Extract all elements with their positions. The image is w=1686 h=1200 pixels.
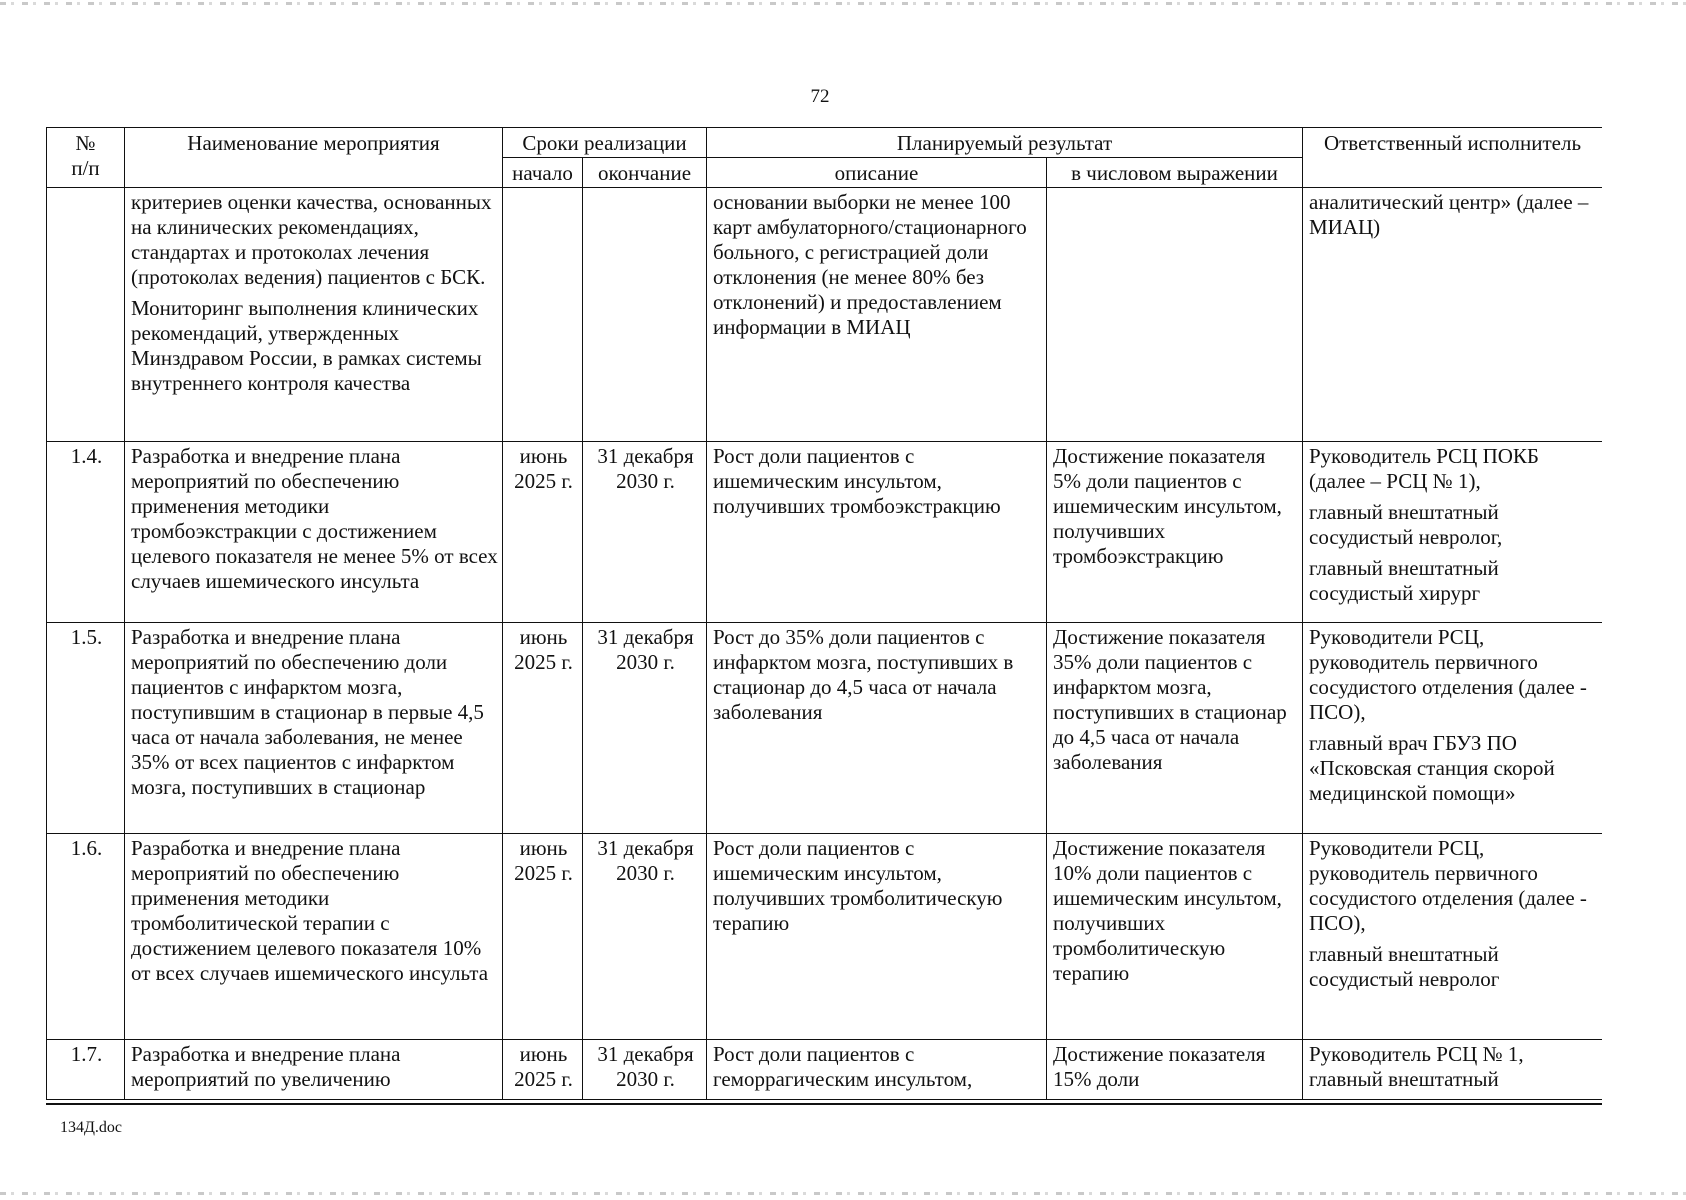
- cell-end: [583, 188, 707, 442]
- header-description: описание: [707, 158, 1047, 188]
- cell-responsible: [1303, 834, 1603, 1040]
- cell-start: [503, 188, 583, 442]
- cell-value: [1047, 188, 1303, 442]
- header-name: Наименование мероприятия: [125, 128, 503, 188]
- header-dates: Сроки реализации: [503, 128, 707, 158]
- table-row: [47, 834, 1603, 1040]
- cell-description: Рост до 35% доли пациентов с инфарктом мозга, поступивших в стационар до 4,5 часа от начала заболевания: [707, 623, 1047, 834]
- cell-responsible: [1303, 623, 1603, 834]
- cell-value: Достижение показателя 10% доли пациентов с ишемическим инсультом, получивших тромболитическую терапию: [1047, 834, 1303, 1040]
- cell-responsible-paragraph: главный внештатный сосудистый невролог,: [1309, 500, 1503, 549]
- cell-num: 1.4.: [47, 442, 125, 623]
- page-number: 72: [810, 86, 830, 107]
- cell-name: Разработка и внедрение плана мероприятий по обеспечению доли пациентов с инфарктом мозга, поступившим в стационар в первые 4,5 часа от начала заболевания, не менее 35% от всех пациентов с инфарктом мозга, поступивших в стационар: [125, 623, 503, 834]
- cell-responsible-paragraph: Руководитель РСЦ ПОКБ (далее – РСЦ № 1),: [1309, 444, 1539, 493]
- cell-description: Рост доли пациентов с ишемическим инсультом, получивших тромбоэкстракцию: [707, 442, 1047, 623]
- cell-start: июнь 2025 г.: [503, 442, 583, 623]
- cell-responsible-paragraph: Руководители РСЦ, руководитель первичного сосудистого отделения (далее - ПСО),: [1309, 836, 1587, 935]
- header-value: в числовом выражении: [1047, 158, 1303, 188]
- cell-num: [47, 188, 125, 442]
- table-row: [47, 623, 1603, 834]
- cell-start: июнь 2025 г.: [503, 834, 583, 1040]
- cell-name-paragraph: Мониторинг выполнения клинических рекомендаций, утвержденных Минздравом России, в рамках системы внутреннего контроля качества: [131, 296, 482, 395]
- cell-name: Разработка и внедрение плана мероприятий по обеспечению применения методики тромболитической терапии с достижением целевого показателя 10% от всех случаев ишемического инсульта: [125, 834, 503, 1040]
- cell-responsible: Руководитель РСЦ № 1, главный внештатный: [1303, 1040, 1603, 1100]
- cell-name: [125, 188, 503, 442]
- cell-value: Достижение показателя 35% доли пациентов с инфарктом мозга, поступивших в стационар до 4,5 часа от начала заболевания: [1047, 623, 1303, 834]
- cell-name-paragraph: критериев оценки качества, основанных на клинических рекомендациях, стандартах и протоколах лечения (протоколах ведения) пациентов с БСК.: [131, 190, 492, 289]
- cell-name: Разработка и внедрение плана мероприятий по увеличению: [125, 1040, 503, 1100]
- activities-table: [46, 127, 1602, 1100]
- table-row: [47, 442, 1603, 623]
- header-end: окончание: [583, 158, 707, 188]
- cell-description: Рост доли пациентов с ишемическим инсультом, получивших тромболитическую терапию: [707, 834, 1047, 1040]
- cell-num: 1.7.: [47, 1040, 125, 1100]
- cell-responsible-paragraph: главный врач ГБУЗ ПО «Псковская станция скорой медицинской помощи»: [1309, 731, 1555, 805]
- cell-end: 31 декабря 2030 г.: [583, 442, 707, 623]
- table-row-continuation: [47, 188, 1603, 442]
- cell-responsible: аналитический центр» (далее – МИАЦ): [1303, 188, 1603, 442]
- header-responsible: Ответственный исполнитель: [1303, 128, 1603, 188]
- cell-description: Рост доли пациентов с геморрагическим инсультом,: [707, 1040, 1047, 1100]
- cell-num: 1.5.: [47, 623, 125, 834]
- cell-end: 31 декабря 2030 г.: [583, 1040, 707, 1100]
- cell-value: Достижение показателя 15% доли: [1047, 1040, 1303, 1100]
- cell-responsible-paragraph: главный внештатный сосудистый невролог: [1309, 942, 1500, 991]
- scan-edge-bottom: [0, 1192, 1686, 1195]
- header-start: начало: [503, 158, 583, 188]
- cell-start: июнь 2025 г.: [503, 1040, 583, 1100]
- cell-responsible-paragraph: Руководители РСЦ, руководитель первичного сосудистого отделения (далее - ПСО),: [1309, 625, 1587, 724]
- file-name-footer: 134Д.doc: [60, 1119, 123, 1136]
- cell-responsible-paragraph: главный внештатный сосудистый хирург: [1309, 556, 1499, 605]
- cell-responsible: [1303, 442, 1603, 623]
- cell-start: июнь 2025 г.: [503, 623, 583, 834]
- table-row: [47, 1040, 1603, 1100]
- scan-edge-top: [0, 2, 1686, 5]
- document-table-container: [46, 127, 1602, 1105]
- table-header: [47, 128, 1603, 188]
- cell-num: 1.6.: [47, 834, 125, 1040]
- cell-description: основании выборки не менее 100 карт амбулаторного/стационарного больного, с регистрацией доли отклонения (не менее 80% без отклонений) и предоставлением информации в МИАЦ: [707, 188, 1047, 442]
- header-result: Планируемый результат: [707, 128, 1303, 158]
- cell-name: Разработка и внедрение плана мероприятий по обеспечению применения методики тромбоэкстракции с достижением целевого показателя не менее 5% от всех случаев ишемического инсульта: [125, 442, 503, 623]
- cell-end: 31 декабря 2030 г.: [583, 834, 707, 1040]
- cell-value: Достижение показателя 5% доли пациентов с ишемическим инсультом, получивших тромбоэкстракцию: [1047, 442, 1303, 623]
- cell-end: 31 декабря 2030 г.: [583, 623, 707, 834]
- header-num: № п/п: [47, 128, 125, 188]
